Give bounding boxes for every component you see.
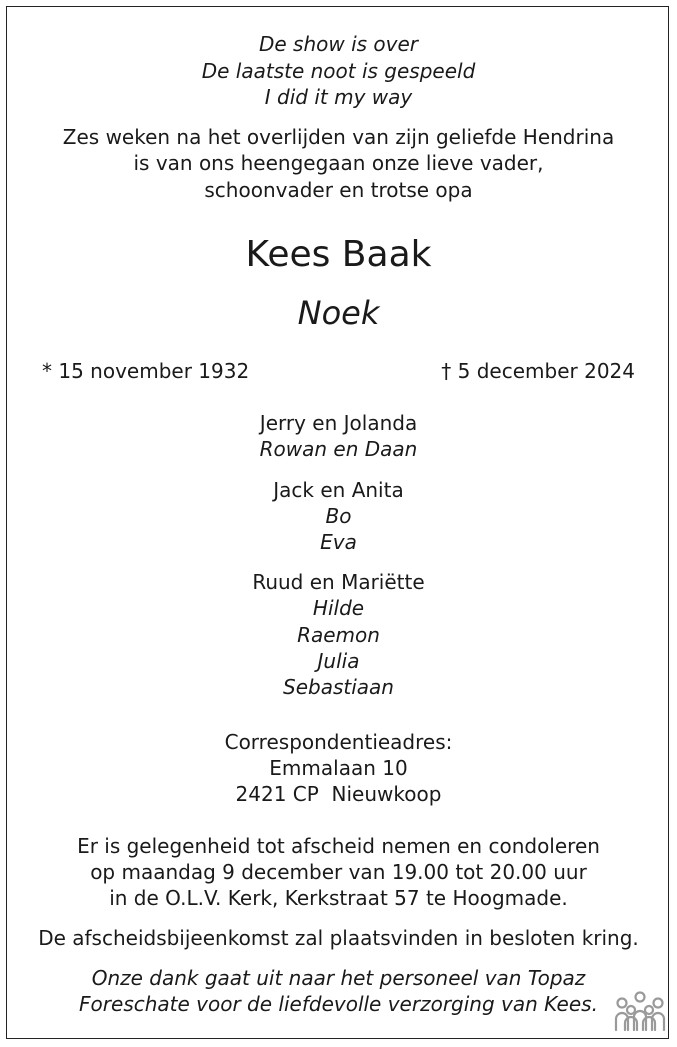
deceased-name: Kees Baak	[245, 234, 432, 275]
family-2-child-1: Bo	[325, 504, 352, 528]
family-3-child-4: Sebastiaan	[283, 675, 394, 699]
gathering-notice: De afscheidsbijeenkomst zal plaatsvinden in besloten kring.	[38, 926, 639, 950]
condolence-line-2: op maandag 9 december van 19.00 tot 20.00 uur	[90, 860, 587, 884]
family-3-child-2: Raemon	[297, 623, 380, 647]
address-label: Correspondentieadres:	[224, 730, 453, 754]
poem-line-1: De show is over	[258, 32, 419, 56]
intro-line-1: Zes weken na het overlijden van zijn geliefde Hendrina	[62, 125, 615, 149]
people-group-icon	[612, 990, 668, 1034]
thanks-line-1: Onze dank gaat uit naar het personeel van Topaz	[91, 966, 586, 990]
deceased-nickname: Noek	[297, 294, 380, 332]
thanks-line-2: Foreschate voor de liefdevolle verzorging van Kees.	[79, 992, 598, 1016]
intro-line-2: is van ons heengegaan onze lieve vader,	[133, 151, 544, 175]
address-street: Emmalaan 10	[269, 756, 408, 780]
poem-line-2: De laatste noot is gespeeld	[201, 59, 476, 83]
family-3-child-1: Hilde	[312, 596, 365, 620]
family-1-parents: Jerry en Jolanda	[259, 411, 418, 435]
poem-line-3: I did it my way	[264, 85, 413, 109]
condolence-line-3: in de O.L.V. Kerk, Kerkstraat 57 te Hoogmade.	[109, 886, 568, 910]
address-city: 2421 CP Nieuwkoop	[235, 782, 442, 806]
family-3-child-3: Julia	[317, 649, 360, 673]
family-2-child-2: Eva	[320, 530, 357, 554]
birth-date: * 15 november 1932	[42, 359, 250, 383]
family-3-parents: Ruud en Mariëtte	[252, 570, 425, 594]
family-2-parents: Jack en Anita	[273, 478, 404, 502]
family-1-child-1: Rowan en Daan	[259, 437, 418, 461]
condolence-line-1: Er is gelegenheid tot afscheid nemen en condoleren	[77, 834, 600, 858]
death-date: † 5 december 2024	[441, 359, 635, 383]
intro-line-3: schoonvader en trotse opa	[204, 178, 473, 202]
